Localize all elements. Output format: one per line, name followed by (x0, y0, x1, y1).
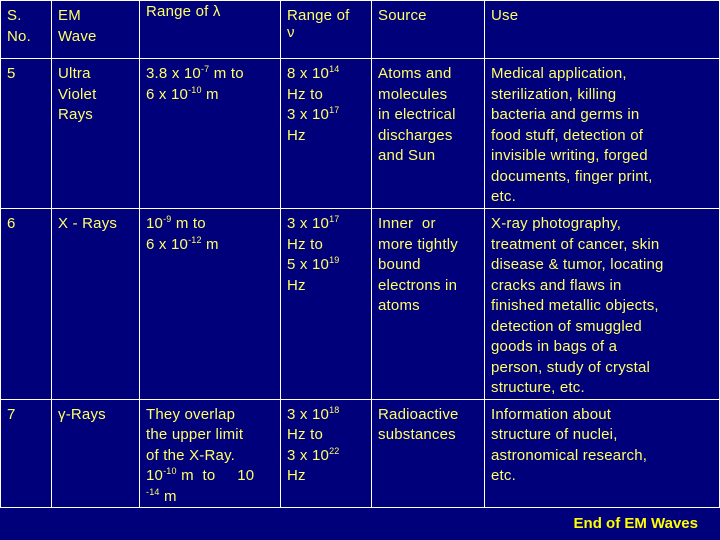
use-line: cracks and flaws in (491, 276, 622, 294)
use-line: X-ray photography, (491, 215, 622, 232)
wavelength-line: They overlap (146, 405, 236, 423)
source-line: and Sun (378, 147, 436, 164)
source-line: more tightly (378, 235, 458, 253)
use-line: Information about (491, 405, 612, 423)
frequency-line: 3 x $10^{22}$ (287, 445, 340, 464)
wave-name-line: Ultra (58, 65, 91, 82)
frequency-line: Hz to (287, 426, 324, 443)
header-sno-line-1: S. (7, 7, 22, 24)
use-line: invisible writing, forged (491, 147, 648, 164)
use-line: goods in bags of a (491, 338, 618, 355)
exponent: 17 (329, 214, 340, 224)
source-line: electrons in (378, 276, 458, 294)
cell-wavelength-range (140, 209, 281, 400)
frequency-line: 8 x $10^{14}$ (287, 64, 340, 82)
sno-text: 5 (7, 65, 16, 82)
source-line: substances (378, 426, 456, 443)
header-nu-line-1: Range of (287, 7, 350, 24)
wavelength-line: $10^{-9}$ m to (146, 214, 206, 232)
wavelength-line: 3.8 x $10^{-7}$ m to (146, 64, 244, 82)
exponent: 14 (329, 64, 340, 74)
header-use (485, 1, 720, 59)
source-line: Atoms and (378, 65, 452, 82)
source-line: bound (378, 256, 421, 273)
header-wave (52, 1, 140, 59)
use-line: etc. (491, 467, 516, 484)
frequency-line: Hz to (287, 85, 324, 103)
exponent: -9 (163, 214, 172, 224)
cell-sno (1, 59, 52, 209)
wavelength-line: $^{-14}$ m (146, 486, 177, 505)
exponent: 22 (329, 445, 340, 456)
frequency-line: Hz (287, 126, 306, 144)
use-line: treatment of cancer, skin (491, 235, 660, 253)
wave-name-line: X - Rays (58, 215, 118, 232)
cell-wave-name (52, 399, 140, 508)
header-sno-line-2: No. (7, 27, 31, 45)
wave-name-line: γ-Rays (58, 405, 106, 423)
cell-frequency-range (281, 209, 372, 400)
cell-source (372, 399, 485, 508)
frequency-line: 3 x $10^{17}$ (287, 214, 340, 232)
use-line: astronomical research, (491, 446, 648, 464)
frequency-line: 5 x $10^{19}$ (287, 255, 340, 273)
header-lambda (140, 1, 281, 59)
use-line: person, study of crystal (491, 358, 651, 376)
table-row (1, 59, 720, 209)
exponent: -7 (200, 64, 210, 74)
exponent: 19 (329, 255, 340, 265)
source-line: discharges (378, 126, 453, 144)
wavelength-line: $10^{-10}$ m to 10 (146, 466, 255, 484)
use-line: structure, etc. (491, 379, 585, 396)
cell-frequency-range (281, 59, 372, 209)
cell-wave-name (52, 209, 140, 400)
cell-wavelength-range (140, 59, 281, 209)
source-line: in electrical (378, 106, 456, 123)
exponent: -14 (146, 486, 160, 497)
cell-use (485, 59, 720, 209)
sno-text: 6 (7, 215, 16, 232)
table-row (1, 209, 720, 400)
exponent: 18 (329, 404, 340, 415)
cell-wavelength-range (140, 399, 281, 508)
use-line: disease & tumor, locating (491, 256, 664, 273)
use-line: Medical application, (491, 65, 627, 82)
wavelength-line: 6 x $10^{-10}$ m (146, 84, 219, 103)
frequency-line: Hz (287, 276, 306, 294)
cell-use (485, 209, 720, 400)
header-wave-line-2: Wave (58, 27, 97, 45)
header-lambda-text: Range of λ (146, 3, 221, 20)
use-line: bacteria and germs in (491, 106, 640, 123)
frequency-line: Hz (287, 467, 306, 484)
sno-text: 7 (7, 405, 16, 423)
wavelength-line: 6 x $10^{-12}$ m (146, 234, 219, 253)
cell-source (372, 209, 485, 400)
source-line: atoms (378, 297, 420, 314)
source-line: Inner or (378, 215, 436, 232)
use-line: etc. (491, 188, 516, 205)
exponent: -12 (188, 234, 202, 245)
table-header-row (1, 1, 720, 59)
cell-use (485, 399, 720, 508)
use-line: finished metallic objects, (491, 297, 659, 314)
wave-name-line: Rays (58, 106, 93, 123)
source-line: molecules (378, 85, 448, 103)
use-line: detection of smuggled (491, 317, 642, 335)
frequency-line: Hz to (287, 235, 324, 253)
header-source (372, 1, 485, 59)
cell-frequency-range (281, 399, 372, 508)
source-line: Radioactive (378, 405, 459, 423)
header-sno (1, 1, 52, 59)
header-nu-line-2: ν (287, 23, 295, 41)
header-use-text: Use (491, 7, 519, 24)
exponent: 17 (329, 105, 340, 115)
header-source-text: Source (378, 7, 427, 24)
use-line: food stuff, detection of (491, 126, 644, 144)
wave-name-line: Violet (58, 85, 97, 103)
exponent: -10 (163, 466, 177, 476)
frequency-line: 3 x $10^{17}$ (287, 105, 340, 123)
header-nu (281, 1, 372, 59)
frequency-line: 3 x $10^{18}$ (287, 404, 340, 423)
use-line: sterilization, killing (491, 85, 617, 103)
use-line: structure of nuclei, (491, 426, 618, 443)
exponent: -10 (188, 84, 202, 95)
use-line: documents, finger print, (491, 167, 653, 185)
cell-sno (1, 399, 52, 508)
cell-source (372, 59, 485, 209)
header-wave-line-1: EM (58, 7, 81, 24)
end-of-em-waves-label: End of EM Waves (573, 515, 698, 532)
cell-sno (1, 209, 52, 400)
wavelength-line: the upper limit (146, 426, 244, 443)
wavelength-line: of the X-Ray. (146, 446, 236, 464)
table-row (1, 399, 720, 508)
cell-wave-name (52, 59, 140, 209)
